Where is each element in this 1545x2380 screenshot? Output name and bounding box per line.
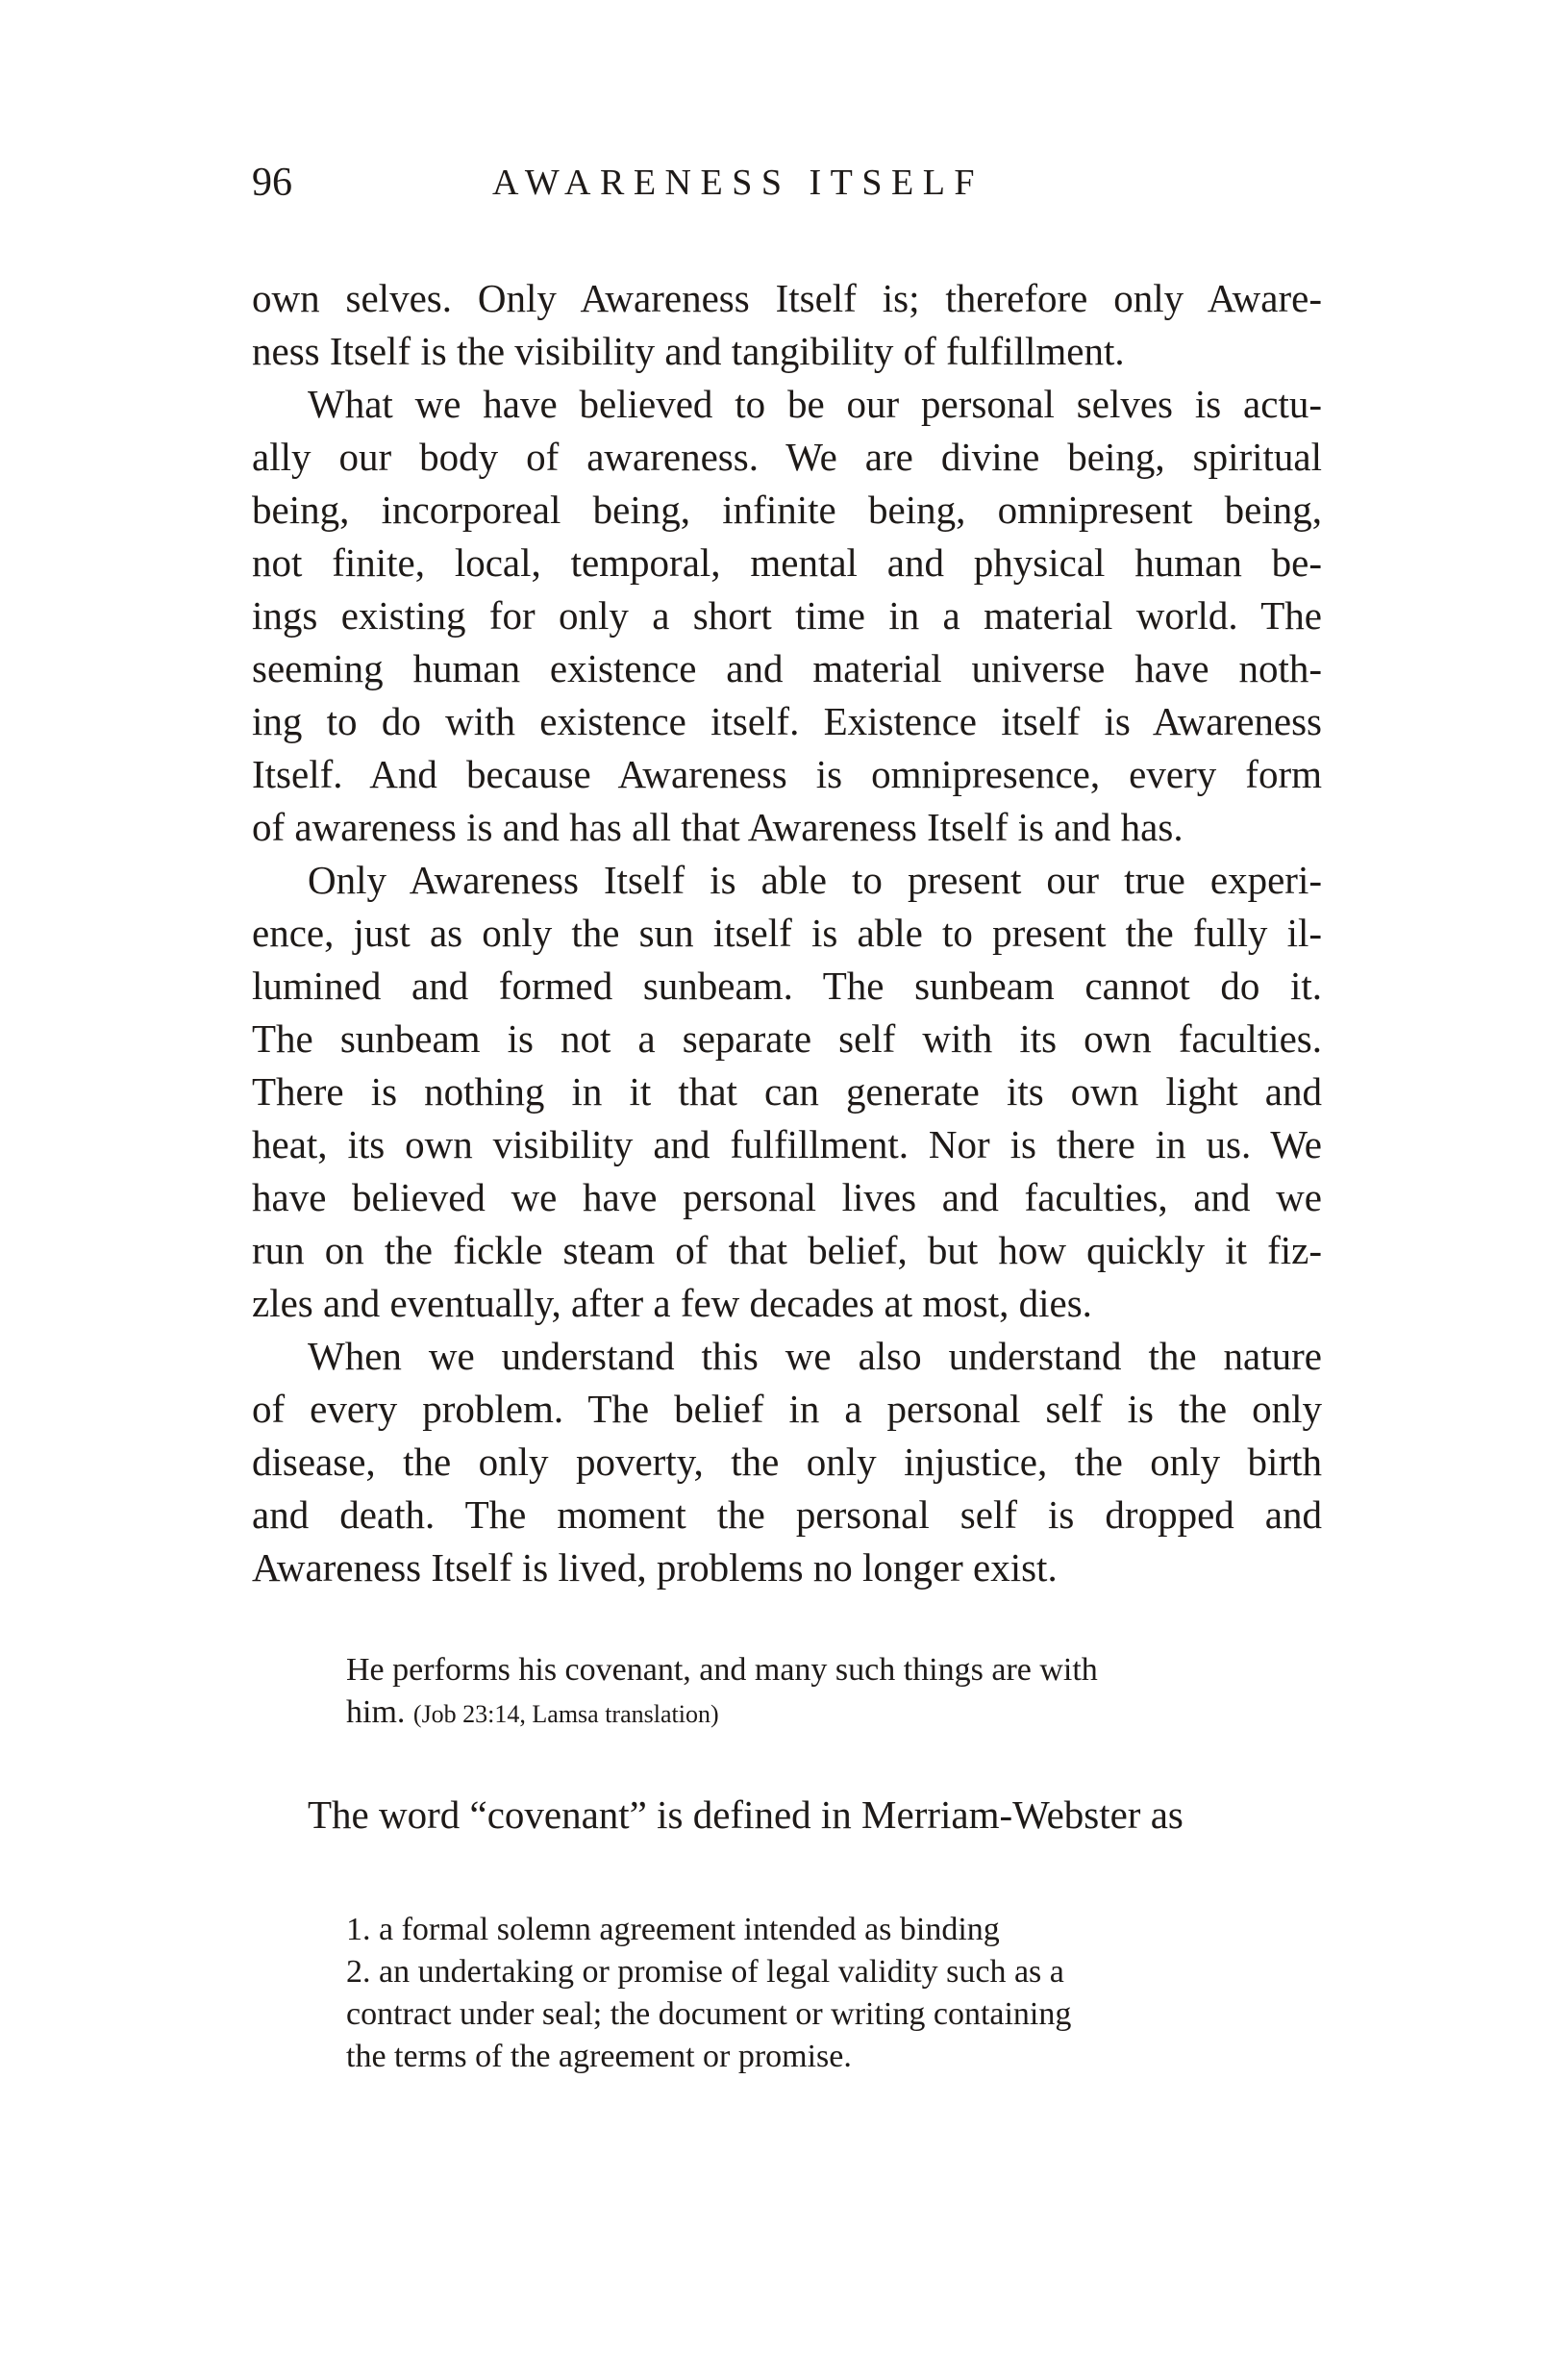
body-line: of every problem. The belief in a personal self is the only xyxy=(252,1387,1322,1431)
body-line: ence, just as only the sun itself is able to present the fully il- xyxy=(252,911,1322,955)
definition-line: the terms of the agreement or promise. xyxy=(346,2039,852,2074)
running-head-title: AWARENESS ITSELF xyxy=(492,163,984,203)
definition-line: contract under seal; the document or writing containing xyxy=(346,1996,1072,2032)
quote-citation: (Job 23:14, Lamsa translation) xyxy=(412,1700,719,1728)
body-line: run on the fickle steam of that belief, but how quickly it fiz- xyxy=(252,1228,1322,1272)
body-line: There is nothing in it that can generate its own light and xyxy=(252,1069,1322,1114)
paragraph-first-line: What we have believed to be our personal selves is actu- xyxy=(308,382,1322,426)
body-line: seeming human existence and material universe have noth- xyxy=(252,646,1322,690)
body-line: and death. The moment the personal self is dropped and xyxy=(252,1492,1322,1537)
body-line: Awareness Itself is lived, problems no longer exist. xyxy=(252,1545,1058,1590)
definition-line: 2. an undertaking or promise of legal validity such as a xyxy=(346,1954,1064,1990)
body-line: lumined and formed sunbeam. The sunbeam cannot do it. xyxy=(252,964,1322,1008)
body-line: ing to do with existence itself. Existence itself is Awareness xyxy=(252,699,1322,743)
body-line: ness Itself is the visibility and tangibility of fulfillment. xyxy=(252,329,1125,373)
body-line: The sunbeam is not a separate self with its own faculties. xyxy=(252,1016,1322,1061)
body-line: of awareness is and has all that Awareness Itself is and has. xyxy=(252,805,1184,849)
body-line: ally our body of awareness. We are divine being, spiritual xyxy=(252,435,1322,479)
running-head xyxy=(252,154,1322,212)
body-line: being, incorporeal being, infinite being, omnipresent being, xyxy=(252,488,1322,532)
quote-line: He performs his covenant, and many such things are with xyxy=(346,1652,1098,1688)
paragraph-first-line: Only Awareness Itself is able to present our true experi- xyxy=(308,858,1322,902)
body-line: not finite, local, temporal, mental and physical human be- xyxy=(252,540,1322,585)
definition-line: 1. a formal solemn agreement intended as binding xyxy=(346,1912,1000,1947)
quote-text: him. xyxy=(346,1694,406,1730)
body-line: Itself. And because Awareness is omnipresence, every form xyxy=(252,752,1322,796)
body-line: have believed we have personal lives and faculties, and we xyxy=(252,1175,1322,1219)
body-line: own selves. Only Awareness Itself is; therefore only Aware- xyxy=(252,276,1322,320)
definition-lead-in: The word “covenant” is defined in Merriam-Webster as xyxy=(308,1792,1184,1837)
body-line: ings existing for only a short time in a material world. The xyxy=(252,593,1322,638)
page-number: 96 xyxy=(252,161,292,205)
quote-line xyxy=(346,1691,719,1734)
body-line: heat, its own visibility and fulfillment. Nor is there in us. We xyxy=(252,1122,1322,1166)
body-line: disease, the only poverty, the only injustice, the only birth xyxy=(252,1440,1322,1484)
paragraph-first-line: When we understand this we also understand the nature xyxy=(308,1334,1322,1378)
body-line: zles and eventually, after a few decades at most, dies. xyxy=(252,1281,1092,1325)
